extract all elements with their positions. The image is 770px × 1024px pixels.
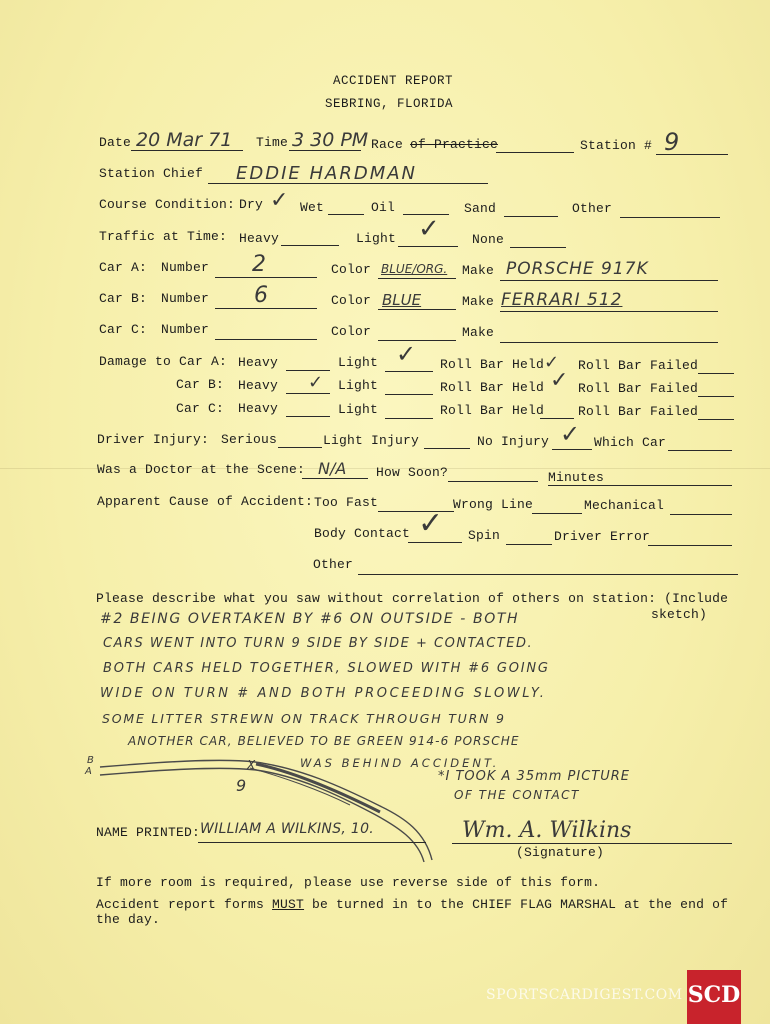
- description-line-2: CARS WENT INTO TURN 9 SIDE BY SIDE + CONTACTED.: [103, 636, 534, 651]
- traffic-none-label: None: [472, 232, 505, 247]
- report-title: ACCIDENT REPORT: [333, 74, 454, 88]
- describe-prompt-sketch: sketch): [651, 607, 708, 622]
- damage-label: Damage to Car A:: [99, 354, 228, 369]
- injury-light-line: [424, 448, 470, 449]
- course-wet-line: [328, 214, 364, 215]
- signature[interactable]: Wm. A. Wilkins: [462, 818, 632, 843]
- name-printed-label: NAME PRINTED:: [96, 825, 201, 840]
- scd-logo-text: SCD: [687, 982, 741, 1008]
- injury-serious-line: [278, 447, 322, 448]
- car-a-color-label: Color: [331, 262, 372, 277]
- how-soon-label: How Soon?: [376, 465, 449, 480]
- race-label: Race: [371, 137, 404, 152]
- injury-none-check[interactable]: ✓: [560, 420, 581, 448]
- cause-label: Apparent Cause of Accident:: [97, 494, 314, 509]
- practice-struck: of Practice: [410, 137, 499, 152]
- name-printed-line: [198, 842, 426, 843]
- damage-a-light-label: Light: [338, 355, 379, 370]
- course-condition-label: Course Condition:: [99, 197, 236, 212]
- injury-which-line: [668, 450, 732, 451]
- car-c-make-line: [500, 342, 718, 343]
- cause-driver-error-label: Driver Error: [554, 529, 651, 544]
- course-sand-line: [504, 216, 558, 217]
- course-other-label: Other: [572, 201, 613, 216]
- injury-none-label: No Injury: [477, 434, 550, 449]
- car-c-color-label: Color: [331, 324, 372, 339]
- car-a-number-line: [215, 277, 317, 278]
- how-soon-line: [448, 481, 538, 482]
- course-oil-label: Oil: [371, 200, 396, 215]
- track-sketch: [80, 750, 460, 870]
- damage-a-light-check[interactable]: ✓: [396, 340, 417, 368]
- cause-mechanical-label: Mechanical: [584, 498, 665, 513]
- damage-b-light-label: Light: [338, 378, 379, 393]
- damage-c-label: Car C:: [176, 401, 225, 416]
- traffic-light-label: Light: [356, 231, 397, 246]
- damage-a-held-label: Roll Bar Held: [440, 357, 545, 372]
- description-line-3: BOTH CARS HELD TOGETHER, SLOWED WITH #6 GOING: [103, 661, 550, 676]
- car-b-make-label: Make: [462, 294, 495, 309]
- car-b-make-value[interactable]: FERRARI 512: [501, 290, 623, 310]
- station-chief-value[interactable]: EDDIE HARDMAN: [236, 163, 418, 184]
- damage-b-heavy-label: Heavy: [238, 378, 279, 393]
- name-printed-value[interactable]: WILLIAM A WILKINS, 10.: [200, 821, 375, 837]
- car-a-number-label: Number: [161, 260, 210, 275]
- damage-c-failed-line: [698, 419, 734, 420]
- footer-instructions-end: be turned in to the CHIEF FLAG MARSHAL at the end of: [304, 897, 729, 912]
- cause-body-contact-label: Body Contact: [314, 526, 411, 541]
- course-wet-label: Wet: [300, 200, 325, 215]
- traffic-light-check[interactable]: ✓: [418, 214, 440, 244]
- minutes-label: Minutes: [548, 470, 605, 485]
- cause-wrong-line-line: [532, 513, 582, 514]
- station-chief-label: Station Chief: [99, 166, 204, 181]
- car-c-number-label: Number: [161, 322, 210, 337]
- photo-note-1: *I TOOK A 35mm PICTURE: [438, 769, 631, 784]
- description-line-4: WIDE ON TURN # AND BOTH PROCEEDING SLOWLY.: [100, 686, 547, 701]
- injury-label: Driver Injury:: [97, 432, 210, 447]
- car-a-color-line: [378, 278, 456, 279]
- cause-wrong-line-label: Wrong Line: [453, 497, 534, 512]
- car-c-number-line: [215, 339, 317, 340]
- signature-label: (Signature): [516, 845, 605, 860]
- time-value[interactable]: 3 30 PM: [292, 129, 369, 151]
- car-c-make-label: Make: [462, 325, 495, 340]
- damage-c-held-label: Roll Bar Held: [440, 403, 545, 418]
- cause-other-line: [358, 574, 738, 575]
- course-other-line: [620, 217, 720, 218]
- minutes-line: [548, 485, 732, 486]
- cause-driver-error-line: [648, 545, 732, 546]
- traffic-light-line: [398, 246, 458, 247]
- damage-a-heavy-line: [286, 370, 330, 371]
- damage-b-label: Car B:: [176, 377, 225, 392]
- car-b-color-line: [378, 309, 456, 310]
- damage-a-heavy-label: Heavy: [238, 355, 279, 370]
- sketch-label-b: B: [87, 755, 94, 766]
- damage-a-failed-line: [698, 373, 734, 374]
- car-b-make-line: [500, 311, 718, 312]
- doctor-label: Was a Doctor at the Scene:: [97, 462, 306, 477]
- car-b-number-label: Number: [161, 291, 210, 306]
- station-value[interactable]: 9: [664, 128, 680, 156]
- car-b-number-value[interactable]: 6: [254, 283, 268, 308]
- doctor-value[interactable]: N/A: [318, 459, 347, 478]
- description-line-1: #2 BEING OVERTAKEN BY #6 ON OUTSIDE - BOTH: [100, 611, 520, 627]
- scd-logo: [687, 970, 741, 1024]
- car-c-color-line: [378, 340, 456, 341]
- damage-b-heavy-line: [286, 393, 330, 394]
- traffic-heavy-label: Heavy: [239, 231, 280, 246]
- traffic-label: Traffic at Time:: [99, 229, 228, 244]
- description-line-7: WAS BEHIND ACCIDENT.: [300, 756, 500, 770]
- course-dry-check[interactable]: ✓: [270, 188, 289, 213]
- damage-c-failed-label: Roll Bar Failed: [578, 404, 699, 419]
- sketch-x-mark: X: [247, 758, 256, 772]
- cause-spin-label: Spin: [468, 528, 501, 543]
- describe-prompt: Please describe what you saw without correlation of others on station: (Include: [96, 591, 729, 606]
- car-b-color-value[interactable]: BLUE: [382, 291, 422, 309]
- sketch-turn-number: 9: [236, 776, 247, 795]
- damage-c-heavy-line: [286, 416, 330, 417]
- car-a-make-label: Make: [462, 263, 495, 278]
- traffic-heavy-line: [281, 245, 339, 246]
- injury-which-label: Which Car: [594, 435, 667, 450]
- cause-body-contact-check[interactable]: ✓: [418, 506, 444, 541]
- injury-light-label: Light Injury: [323, 433, 420, 448]
- cause-mechanical-line: [670, 514, 732, 515]
- station-label: Station #: [580, 138, 653, 153]
- doctor-line: [302, 478, 368, 479]
- footer-more-room: If more room is required, please use reverse side of this form.: [96, 875, 601, 890]
- footer-the-day: the day.: [96, 912, 161, 927]
- damage-b-light-line: [385, 394, 433, 395]
- photo-note-2: OF THE CONTACT: [454, 788, 580, 802]
- damage-a-light-line: [385, 371, 433, 372]
- damage-b-failed-line: [698, 396, 734, 397]
- damage-c-light-line: [385, 418, 433, 419]
- damage-b-held-label: Roll Bar Held: [440, 380, 545, 395]
- car-a-number-value[interactable]: 2: [252, 252, 266, 277]
- cause-spin-line: [506, 544, 552, 545]
- car-a-color-value[interactable]: BLUE/ORG.: [381, 262, 448, 276]
- damage-c-heavy-label: Heavy: [238, 401, 279, 416]
- car-b-label: Car B:: [99, 291, 148, 306]
- watermark: SPORTSCARDIGEST.COM: [486, 987, 683, 1003]
- sketch-label-a: A: [85, 766, 92, 777]
- cause-other-label: Other: [313, 557, 354, 572]
- injury-none-line: [552, 449, 592, 450]
- date-label: Date: [99, 135, 132, 150]
- race-line: [496, 152, 574, 153]
- description-line-5: SOME LITTER STREWN ON TRACK THROUGH TURN 9: [102, 711, 506, 726]
- signature-line: [452, 843, 732, 844]
- course-dry-label: Dry: [239, 197, 264, 212]
- car-a-make-value[interactable]: PORSCHE 917K: [506, 259, 649, 279]
- traffic-none-line: [510, 247, 566, 248]
- damage-b-held-check[interactable]: ✓: [550, 368, 569, 393]
- damage-c-light-label: Light: [338, 402, 379, 417]
- car-a-label: Car A:: [99, 260, 148, 275]
- injury-serious-label: Serious: [221, 432, 278, 447]
- description-line-6: ANOTHER CAR, BELIEVED TO BE GREEN 914-6 PORSCHE: [128, 734, 520, 748]
- damage-b-heavy-check[interactable]: ✓: [308, 372, 324, 393]
- car-c-label: Car C:: [99, 322, 148, 337]
- car-a-make-line: [500, 280, 718, 281]
- car-b-number-line: [215, 308, 317, 309]
- car-b-color-label: Color: [331, 293, 372, 308]
- date-value[interactable]: 20 Mar 71: [136, 129, 233, 151]
- course-sand-label: Sand: [464, 201, 497, 216]
- footer-must: MUST: [272, 897, 305, 912]
- footer-instructions-start: Accident report forms: [96, 897, 273, 912]
- damage-b-failed-label: Roll Bar Failed: [578, 381, 699, 396]
- damage-a-held-check[interactable]: ✓: [544, 352, 560, 373]
- time-label: Time: [256, 135, 289, 150]
- report-location: SEBRING, FLORIDA: [325, 97, 454, 111]
- cause-too-fast-label: Too Fast: [314, 495, 379, 510]
- cause-body-contact-line: [408, 542, 462, 543]
- footer-instructions: [96, 897, 728, 912]
- damage-a-failed-label: Roll Bar Failed: [578, 358, 699, 373]
- damage-c-held-line: [540, 418, 574, 419]
